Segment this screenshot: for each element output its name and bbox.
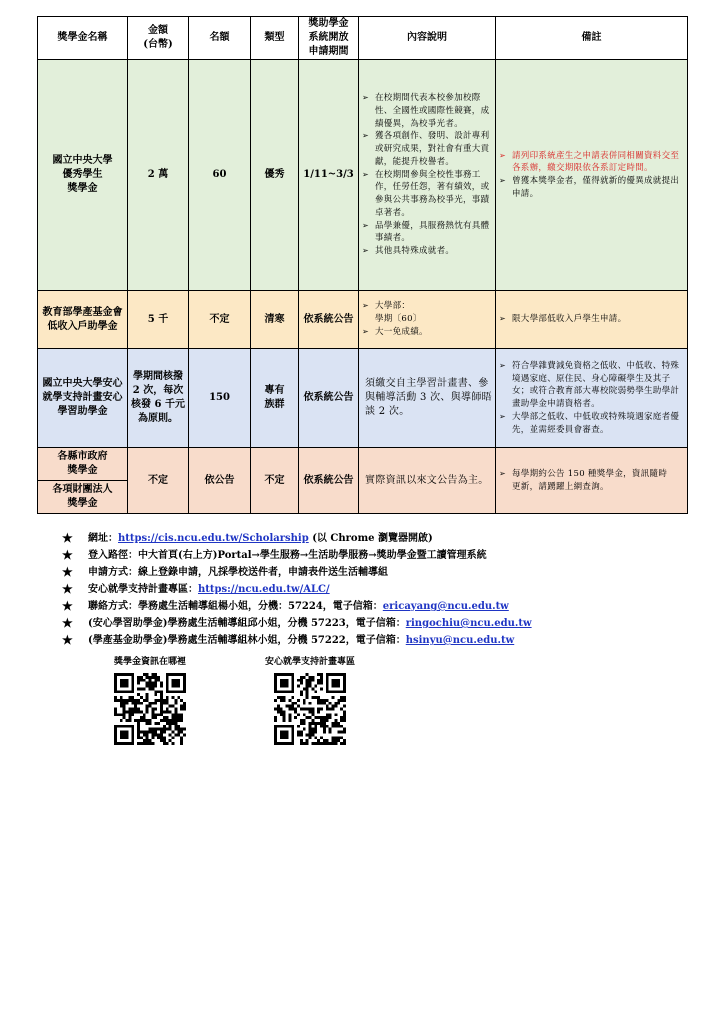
star-icon: ★	[62, 531, 73, 545]
cell-notes	[496, 349, 688, 448]
qr-code-icon[interactable]	[274, 673, 346, 745]
email-link[interactable]: ericayang@ncu.edu.tw	[382, 601, 509, 612]
info-alc	[62, 581, 682, 598]
contact-text: 聯絡方式：學務處生活輔導組楊小姐，分機：57224，電子信箱：	[88, 601, 383, 612]
star-icon: ★	[62, 616, 73, 630]
cell-amount: 不定	[128, 448, 189, 514]
cell-type: 清寒	[251, 291, 299, 349]
scholarship-table	[37, 16, 688, 514]
header-type	[251, 17, 299, 60]
header-name	[38, 17, 128, 60]
table-row	[38, 349, 688, 448]
cell-period: 依系統公告	[299, 291, 359, 349]
note-item: ➢ 大學部之低收、中低收或特殊境遇家庭者優先，並需經委員會審查。	[499, 411, 684, 437]
cell-name: 國立中央大學安心就學支持計畫安心學習助學金	[38, 349, 128, 448]
content-item: ➢ 獲各項創作、發明、設計專利或研究成果，對社會有重大貢獻，能提升校譽者。	[362, 130, 492, 168]
header-quota	[189, 17, 251, 60]
note-item: ➢ 曾獲本獎學金者，僅得就新的優異成就提出申請。	[499, 175, 684, 201]
header-content-text: 內容說明	[407, 32, 447, 43]
table-header-row	[38, 17, 688, 60]
login-path-text: 登入路徑：中大首頁(右上方)Portal→學生服務→生活助學服務→獎助學金暨工讀管理系統	[88, 550, 487, 561]
header-type-text: 類型	[264, 32, 285, 43]
scholarship-name: 各縣市政府 獎學金	[57, 451, 108, 476]
cell-type: 優秀	[251, 60, 299, 291]
note-item: ➢ 每學期約公告 150 種獎學金，資訊隨時 更新，請踴躍上網查詢。	[499, 468, 684, 494]
header-quota-text: 名額	[209, 32, 230, 43]
cell-period: 依系統公告	[299, 349, 359, 448]
info-apply-method	[62, 564, 682, 581]
qr-label: 獎學金資訊在哪裡	[113, 657, 186, 667]
email-link[interactable]: ringochiu@ncu.edu.tw	[405, 618, 532, 629]
info-login-path	[62, 547, 682, 564]
cell-name	[38, 60, 128, 291]
header-amount-text: 金額 (台幣)	[143, 25, 173, 50]
cell-quota: 不定	[189, 291, 251, 349]
apply-method-text: 申請方式：線上登錄申請，凡採學校送件者，申請表件送生活輔導組	[88, 567, 388, 578]
table-row	[38, 60, 688, 291]
content-item: ➢ 其他具特殊成就者。	[362, 245, 492, 258]
star-icon: ★	[62, 582, 73, 596]
cell-name	[38, 448, 128, 481]
star-icon: ★	[62, 565, 73, 579]
cell-amount: 學期間核撥 2 次，每次核發 6 千元為原則。	[128, 349, 189, 448]
table-row	[38, 291, 688, 349]
content-item: ➢ 在校期間代表本校參加校際性、全國性或國際性競賽，成績優異，為校爭光者。	[362, 92, 492, 130]
cell-amount: 2 萬	[128, 60, 189, 291]
cell-name	[38, 481, 128, 514]
alc-label: 安心就學支持計畫專區：	[88, 584, 198, 595]
content-item: ➢ 大學部： 學期〔60〕	[362, 300, 492, 326]
table-row	[38, 448, 688, 481]
cell-name: 教育部學產基金會低收入戶助學金	[38, 291, 128, 349]
header-notes-text: 備註	[581, 32, 602, 43]
scholarship-name: 國立中央大學 優秀學生 獎學金	[52, 155, 113, 194]
note-item: ➢ 符合學雜費減免資格之低收、中低收、特殊境遇家庭、原住民、身心障礙學生及其子女；或符合教育部大專校院弱勢學生助學計畫助學金申請資格者。	[499, 360, 684, 411]
contact-text: (學產基金助學金)學務處生活輔導組林小姐，分機 57222，電子信箱：	[88, 635, 406, 646]
content-item: ➢ 大一免成績。	[362, 326, 492, 339]
info-website	[62, 530, 682, 547]
star-icon: ★	[62, 548, 73, 562]
cell-period: 依系統公告	[299, 448, 359, 514]
cell-quota: 60	[189, 60, 251, 291]
header-period	[299, 17, 359, 60]
content-item: ➢ 在校期間參與全校性事務工作，任勞任怨，著有績效，或參與公共事務為校爭光，事蹟卓著者。	[362, 169, 492, 220]
header-period-text: 獎助學金 系統開放 申請期間	[308, 18, 349, 57]
content-item: ➢ 品學兼優，具服務熱忱有具體事績者。	[362, 220, 492, 246]
cell-type: 不定	[251, 448, 299, 514]
cell-content	[359, 60, 496, 291]
cell-notes	[496, 448, 688, 514]
scholarship-name: 各項財團法人 獎學金	[52, 484, 113, 509]
cell-period: 1/11~3/3	[299, 60, 359, 291]
cell-notes	[496, 291, 688, 349]
alc-link[interactable]: https://ncu.edu.tw/ALC/	[198, 584, 330, 595]
star-icon: ★	[62, 633, 73, 647]
info-contact-2	[62, 615, 682, 632]
cell-content	[359, 291, 496, 349]
cell-quota: 150	[189, 349, 251, 448]
note-item: ➢ 限大學部低收入戶學生申請。	[499, 313, 684, 326]
note-item-red: ➢ 請列印系統產生之申請表併同相關資料交至各系辦，繳交期限依各系訂定時間。	[499, 150, 684, 176]
website-label: 網址：	[88, 533, 118, 544]
star-icon: ★	[62, 599, 73, 613]
cell-quota: 依公告	[189, 448, 251, 514]
contact-text: (安心學習助學金)學務處生活輔導組邱小姐，分機 57223，電子信箱：	[88, 618, 406, 629]
qr-label: 安心就學支持計畫專區	[264, 657, 355, 667]
header-notes	[496, 17, 688, 60]
info-section	[62, 530, 682, 649]
email-link[interactable]: hsinyu@ncu.edu.tw	[405, 635, 515, 646]
cell-type	[251, 349, 299, 448]
header-content	[359, 17, 496, 60]
header-amount	[128, 17, 189, 60]
website-link[interactable]: https://cis.ncu.edu.tw/Scholarship	[118, 533, 309, 544]
header-name-text: 獎學金名稱	[57, 32, 108, 43]
cell-content: 實際資訊以來文公告為主。	[359, 448, 496, 514]
cell-content: 須繳交自主學習計畫書、參與輔導活動 3 次、與導師晤談 2 次。	[359, 349, 496, 448]
type-text: 專有 族群	[264, 385, 285, 410]
cell-notes	[496, 60, 688, 291]
qr-block-scholarship	[95, 654, 205, 749]
cell-amount: 5 千	[128, 291, 189, 349]
qr-block-alc	[250, 654, 370, 749]
info-contact-1	[62, 598, 682, 615]
info-contact-3	[62, 632, 682, 649]
qr-code-icon[interactable]	[114, 673, 186, 745]
website-suffix: (以 Chrome 瀏覽器開啟)	[308, 533, 433, 544]
